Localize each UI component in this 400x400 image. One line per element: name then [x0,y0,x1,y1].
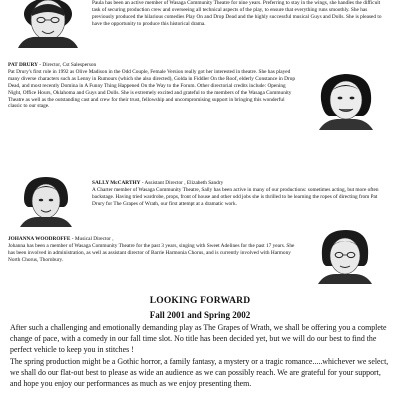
bio-pat-drury [8,62,298,110]
bio-pat-drury-heading: PAT DRURY [8,62,38,68]
looking-forward-paragraph-1: After such a challenging and emotionally demanding play as The Grapes of Wrath, we shall be offering you a complete change of pace, with a comedy in our fall time slot. No title has been decided yet, but we will do our best to find the perfect vehicle to keep you in stitches ! [10,323,387,355]
bio-pat-drury-role: - Director, Cst Salesperson [37,62,97,68]
bio-sally-mccarthy [92,180,390,208]
looking-forward-title: LOOKING FORWARD [149,296,251,306]
bio-pat-drury-text: Pat Drury's first role in 1992 as Olive Madison in the Odd Couple, Female Version really got her interested in theatre. She has played many diverse characters such as Lenny in Rumours (which she also directed), Golda in Fiddler On the Roof, elderly Constance in Drop Dead, and most recently Domina in A Funny Thing Happened On the Way to the Forum. Other directorial credits include: Opening Night, Office Hours, Oklahoma and Guys and Dolls. She is extremely excited and grateful to the members of the Wasaga Community Theatre as well as the outstanding cast and crew for their trust, fellowship and uncompromising support in bringing this wonderful classic to our stage. [8,68,295,110]
looking-forward-subtitle: Fall 2001 and Spring 2002 [149,310,251,320]
looking-forward-paragraph-2: The spring production might be a Gothic horror, a family fantasy, a mystery or a tragic romance.....whichever we select, we shall do our flat-out best to please as wide an audience as we can possibly reach. We are grateful for your support, and hope you enjoy our performances as much as we enjoy presenting them. [10,356,389,389]
bio-sally-mccarthy-role: - Assistant Director , Elizabeth Sandry [140,180,224,186]
portrait-photo-pat-drury [305,70,387,130]
bio-johanna-woodroffe-role: - Musical Director , [70,236,114,242]
portrait-photo-paula [12,0,84,48]
bio-paula-text: Paula has been an active member of Wasaga Community Theatre for nine years. Preferring to stay in the wings, she handles the difficult task of securing production crew and overseeing all technical aspects of the play, to ensure that everything runs smoothly. She has previously produced the hilarious comedies Play On and Drop Dead and the highly successful musical Guys and Dolls. She is pleased to have the opportunity to produce this historical drama. [92,0,382,27]
portrait-photo-sally-mccarthy [14,175,80,227]
bio-paula [92,0,390,28]
bio-johanna-woodroffe [8,236,300,264]
bio-sally-mccarthy-heading: SALLY McCARTHY [92,180,141,186]
bio-johanna-woodroffe-text: Johanna has been a member of Wasaga Community Theatre for the past 3 years, singing with Sweet Adelines for the past 17 years. She has been involved in administration, as well as assistant director of Barrie Harmonia Chorus, and is currently involved with Harmony North Chorus, Thornbury. [8,242,295,263]
portrait-photo-johanna-woodroffe [310,226,380,284]
looking-forward-body [10,322,394,389]
bio-sally-mccarthy-text: A Charter member of Wasaga Community Theatre, Sally has been active in many of our productions: sometimes acting, but more often backstage. Having tried wardrobe, props, front of house and other odd jobs she is thrilled to be learning the ropes of directing from Pat Drury for The Grapes of Wrath, our first attempt at a dramatic work. [92,186,379,207]
bio-johanna-woodroffe-heading: JOHANNA WOODROFFE [8,236,71,242]
